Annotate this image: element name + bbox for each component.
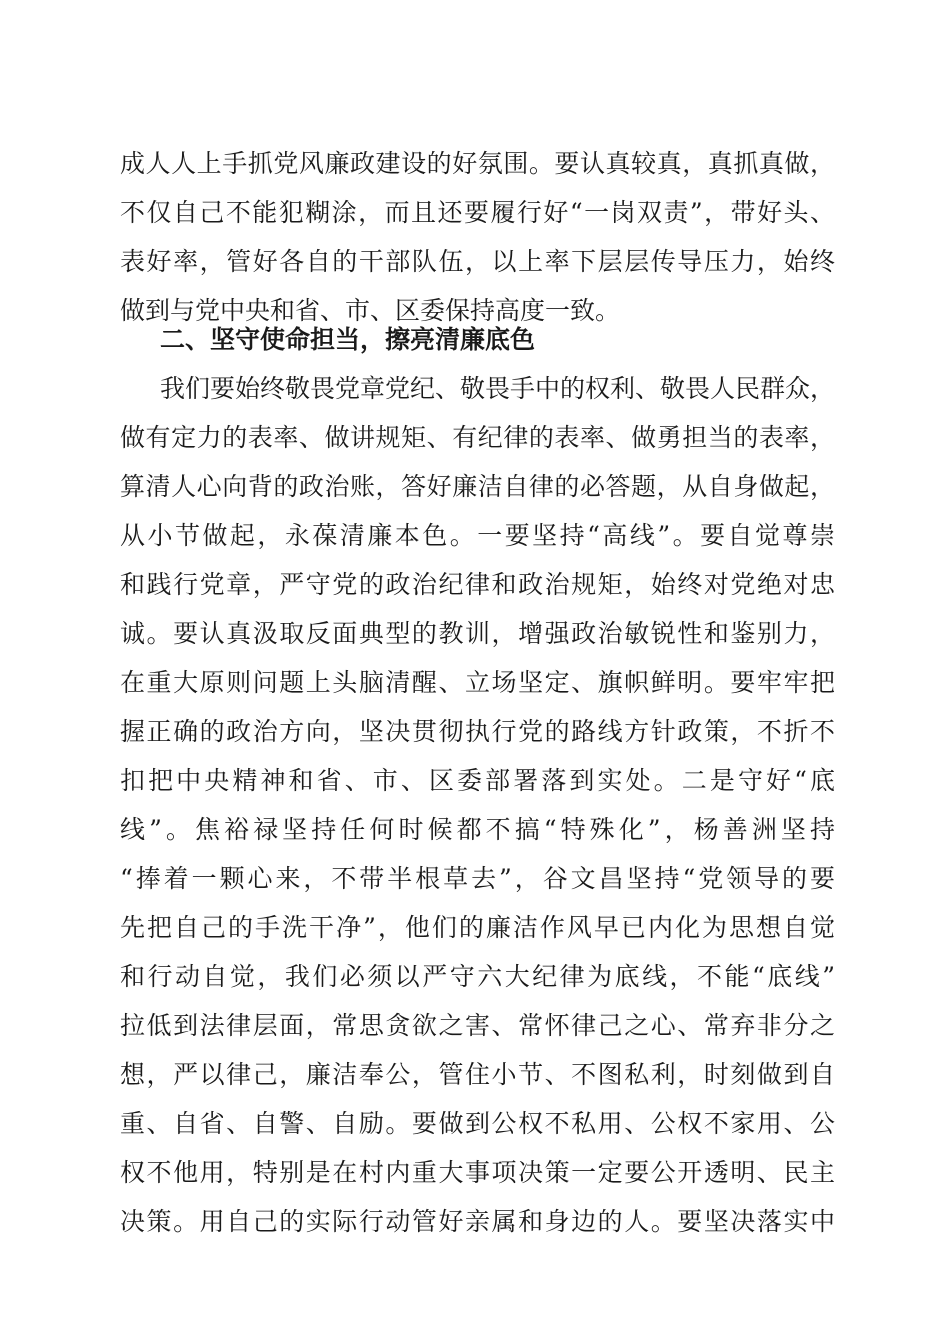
- paragraph-2-line-4: 从小节做起，永葆清廉本色。一要坚持“高线”。要自觉尊崇: [120, 521, 835, 550]
- paragraph-2-line-11: “捧着一颗心来，不带半根草去”，谷文昌坚持“党领导的要: [120, 864, 835, 893]
- paragraph-2-line-14: 拉低到法律层面，常思贪欲之害、常怀律己之心、常弃非分之: [120, 1011, 835, 1040]
- paragraph-2-line-2: 做有定力的表率、做讲规矩、有纪律的表率、做勇担当的表率，: [120, 423, 835, 452]
- paragraph-1-line-2: 不仅自己不能犯糊涂，而且还要履行好“一岗双责”，带好头、: [120, 198, 835, 227]
- paragraph-2-line-6: 诚。要认真汲取反面典型的教训，增强政治敏锐性和鉴别力，: [120, 619, 835, 648]
- paragraph-2-line-10: 线”。焦裕禄坚持任何时候都不搞“特殊化”，杨善洲坚持: [120, 815, 835, 844]
- paragraph-1-line-1: 成人人上手抓党风廉政建设的好氛围。要认真较真，真抓真做，: [120, 149, 835, 178]
- paragraph-2-line-8: 握正确的政治方向，坚决贯彻执行党的路线方针政策，不折不: [120, 717, 835, 746]
- paragraph-2-line-12: 先把自己的手洗干净”，他们的廉洁作风早已内化为思想自觉: [120, 913, 835, 942]
- paragraph-2-line-5: 和践行党章，严守党的政治纪律和政治规矩，始终对党绝对忠: [120, 570, 835, 599]
- paragraph-2-line-13: 和行动自觉，我们必须以严守六大纪律为底线，不能“底线”: [120, 962, 835, 991]
- paragraph-2-line-17: 权不他用，特别是在村内重大事项决策一定要公开透明、民主: [120, 1158, 835, 1187]
- paragraph-1-line-3: 表好率，管好各自的干部队伍，以上率下层层传导压力，始终: [120, 247, 835, 276]
- paragraph-2-line-16: 重、自省、自警、自励。要做到公权不私用、公权不家用、公: [120, 1109, 835, 1138]
- paragraph-1-line-4: 做到与党中央和省、市、区委保持高度一致。: [120, 296, 621, 325]
- paragraph-2-line-3: 算清人心向背的政治账，答好廉洁自律的必答题，从自身做起，: [120, 472, 835, 501]
- section-heading: 二、坚守使命担当，擦亮清廉底色: [160, 325, 536, 354]
- paragraph-2-line-18: 决策。用自己的实际行动管好亲属和身边的人。要坚决落实中: [120, 1207, 835, 1236]
- paragraph-2-line-1: 我们要始终敬畏党章党纪、敬畏手中的权利、敬畏人民群众，: [160, 374, 836, 403]
- paragraph-2-line-9: 扣把中央精神和省、市、区委部署落到实处。二是守好“底: [120, 766, 835, 795]
- paragraph-2-line-15: 想，严以律己，廉洁奉公，管住小节、不图私利，时刻做到自: [120, 1060, 835, 1089]
- paragraph-2-line-7: 在重大原则问题上头脑清醒、立场坚定、旗帜鲜明。要牢牢把: [120, 668, 835, 697]
